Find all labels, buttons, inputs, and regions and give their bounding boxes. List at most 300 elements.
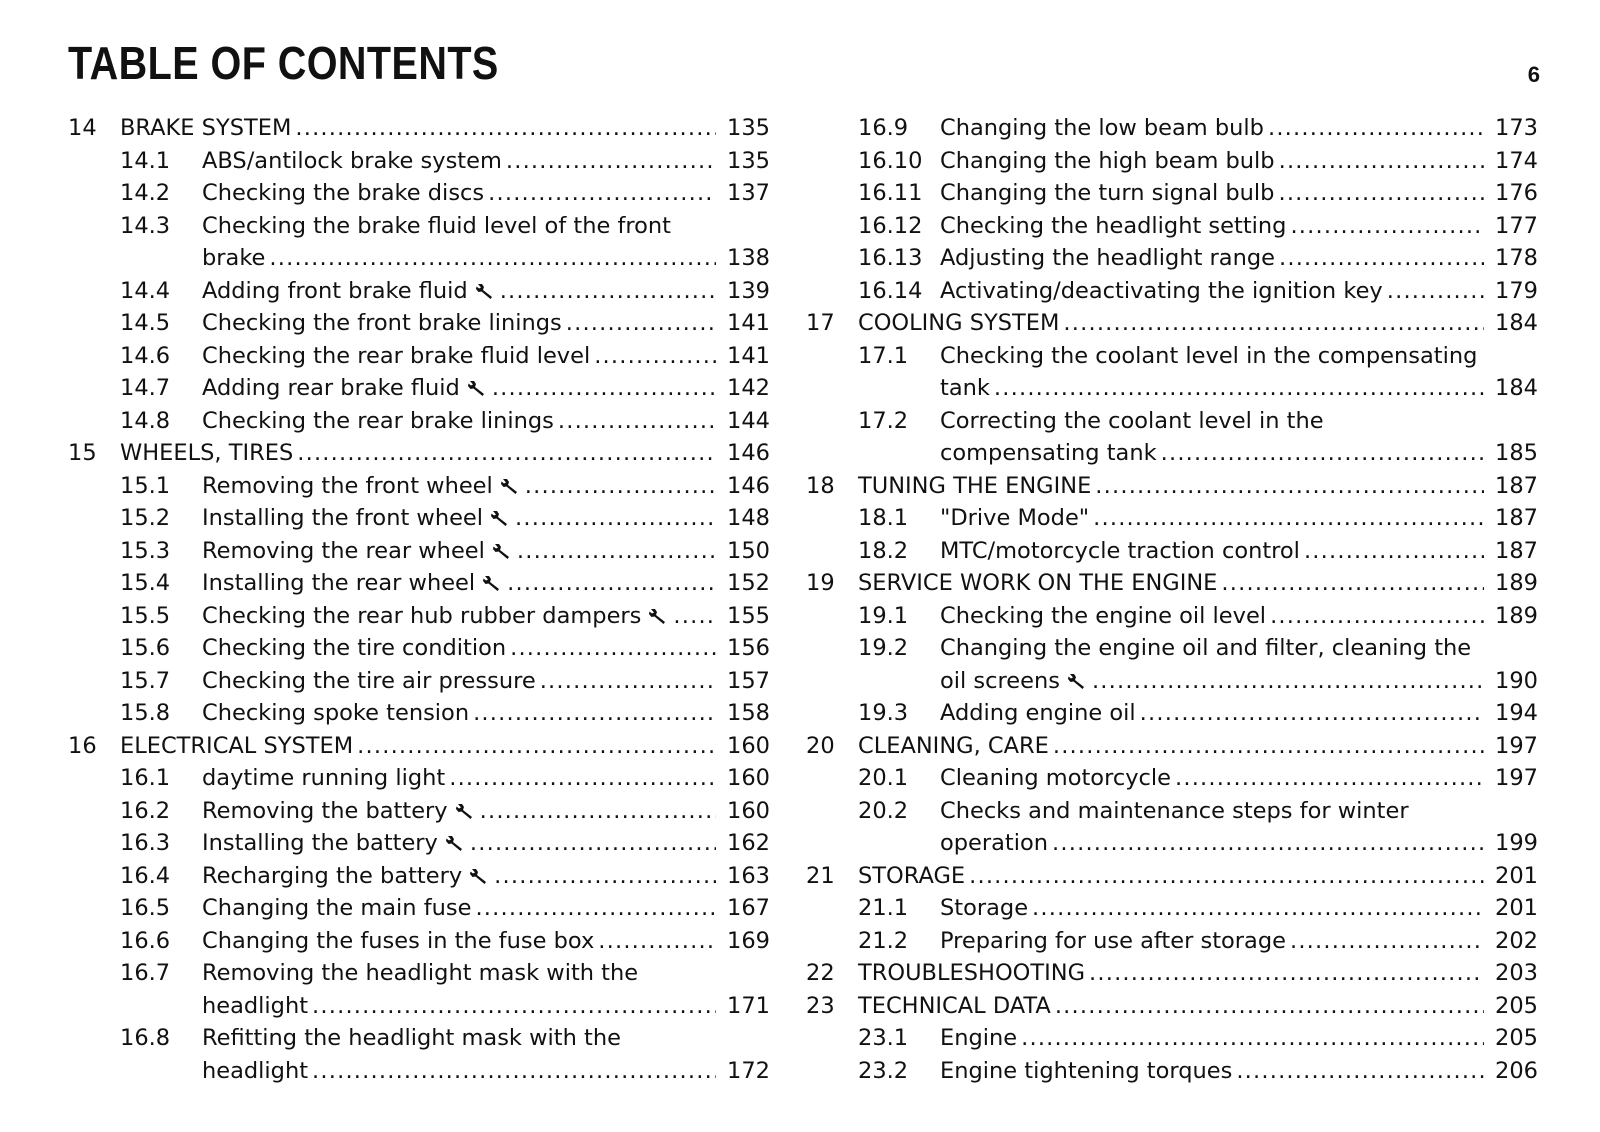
toc-entry-number: 16.4 (120, 862, 171, 889)
toc-entry (202, 1022, 770, 1087)
toc-entry (940, 145, 1538, 178)
toc-entry (940, 632, 1538, 697)
dot-leader (269, 242, 716, 275)
toc-entry-number: 16.7 (120, 960, 171, 986)
dot-leader (1092, 665, 1484, 698)
toc-section-row[interactable] (806, 1022, 1538, 1055)
toc-section-row[interactable] (806, 892, 1538, 925)
toc-entry-title: Checking the tire air pressure (202, 667, 536, 694)
toc-entry-title-line: Refitting the headlight mask with the (202, 1025, 621, 1051)
toc-section-row[interactable] (68, 372, 770, 405)
dot-leader (515, 502, 716, 535)
toc-section-row[interactable] (806, 600, 1538, 633)
toc-entry (202, 697, 770, 730)
toc-page-number: 197 (1495, 732, 1538, 759)
dot-leader (357, 730, 716, 763)
dot-leader (1089, 957, 1484, 990)
toc-entry-title: Changing the main fuse (202, 895, 472, 921)
toc-section-row[interactable] (68, 827, 770, 860)
toc-entry (202, 567, 770, 600)
toc-section-row[interactable] (68, 307, 770, 340)
toc-entry-number: 19.1 (858, 602, 909, 629)
toc-entry-number: 15.8 (120, 700, 171, 726)
toc-page-number: 173 (1495, 115, 1538, 141)
toc-section-row[interactable] (806, 177, 1538, 210)
toc-chapter-row[interactable] (806, 470, 1538, 503)
toc-chapter-row[interactable] (806, 990, 1538, 1023)
toc-entry (202, 210, 770, 275)
toc-section-row[interactable] (68, 470, 770, 503)
toc-section-row[interactable] (68, 860, 770, 893)
toc-entry-title-line: Checks and maintenance steps for winter (940, 797, 1409, 824)
toc-entry-title: Changing the low beam bulb (940, 115, 1264, 141)
toc-entry-number: 20 (806, 732, 835, 759)
toc-page-number: 146 (727, 440, 770, 466)
toc-page-number: 146 (727, 472, 770, 499)
toc-entry (202, 600, 770, 633)
toc-page-number: 156 (727, 635, 770, 661)
toc-entry-number: 16.11 (858, 180, 923, 206)
toc-section-row[interactable] (806, 210, 1538, 243)
toc-section-row[interactable] (68, 502, 770, 535)
toc-page-number: 201 (1495, 862, 1538, 889)
toc-section-row[interactable] (806, 145, 1538, 178)
toc-entry-number: 16.6 (120, 927, 171, 954)
toc-entry-title: ELECTRICAL SYSTEM (120, 732, 354, 759)
toc-section-row[interactable] (806, 925, 1538, 958)
toc-section-row[interactable] (806, 795, 1538, 860)
dot-leader (969, 860, 1484, 893)
toc-section-row[interactable] (68, 405, 770, 438)
toc-entry-number: 14.7 (120, 375, 171, 401)
toc-chapter-row[interactable] (68, 730, 770, 763)
toc-entry-number: 20.2 (858, 797, 909, 824)
toc-page-number: 178 (1495, 245, 1538, 271)
toc-section-row[interactable] (806, 762, 1538, 795)
toc-page-number: 135 (727, 115, 770, 141)
toc-entry (202, 145, 770, 178)
toc-page-number: 148 (727, 505, 770, 531)
toc-page-number: 202 (1495, 927, 1538, 954)
toc-entry (940, 112, 1538, 145)
wrench-icon (1066, 672, 1088, 690)
dot-leader (1304, 535, 1484, 568)
toc-page-number: 197 (1495, 765, 1538, 791)
toc-section-row[interactable] (806, 1055, 1538, 1088)
toc-section-row[interactable] (68, 762, 770, 795)
toc-entry-number: 16.1 (120, 765, 171, 791)
dot-leader (1052, 827, 1484, 860)
toc-entry-title: Storage (940, 895, 1029, 921)
toc-entry-title: "Drive Mode" (940, 505, 1090, 531)
toc-page-number: 152 (727, 570, 770, 596)
toc-chapter-row[interactable] (806, 957, 1538, 990)
dot-leader (566, 307, 716, 340)
toc-entry-number: 23 (806, 992, 835, 1019)
dot-leader (994, 372, 1484, 405)
toc-entry-number: 20.1 (858, 765, 909, 791)
toc-chapter-row[interactable] (806, 860, 1538, 893)
dot-leader (470, 827, 716, 860)
dot-leader (1270, 600, 1484, 633)
dot-leader (525, 470, 716, 503)
toc-entry-title: Adding front brake fluid (202, 277, 468, 304)
toc-chapter-row[interactable] (68, 437, 770, 470)
toc-entry-number: 16.9 (858, 115, 909, 141)
toc-entry (858, 990, 1538, 1023)
toc-entry (202, 502, 770, 535)
toc-entry-title: Recharging the battery (202, 862, 463, 889)
toc-entry-number: 18.2 (858, 537, 909, 564)
toc-section-row[interactable] (806, 275, 1538, 308)
toc-section-row[interactable] (68, 892, 770, 925)
toc-entry (202, 470, 770, 503)
toc-page-number: 171 (727, 992, 770, 1019)
toc-entry-number: 21.1 (858, 895, 909, 921)
toc-entry (858, 730, 1538, 763)
toc-section-row[interactable] (68, 925, 770, 958)
toc-section-row[interactable] (68, 795, 770, 828)
toc-entry (858, 567, 1538, 600)
toc-section-row[interactable] (68, 957, 770, 1022)
toc-page-number: 142 (727, 375, 770, 401)
toc-entry-number: 21.2 (858, 927, 909, 954)
toc-page-number: 141 (727, 342, 770, 369)
toc-page-number: 190 (1495, 667, 1538, 694)
dot-leader (540, 665, 716, 698)
toc-section-row[interactable] (68, 632, 770, 665)
toc-entry-title: tank (940, 375, 990, 401)
dot-leader (1095, 470, 1484, 503)
dot-leader (594, 340, 716, 373)
toc-entry (940, 925, 1538, 958)
toc-entry-title: WHEELS, TIRES (120, 440, 294, 466)
toc-entry (940, 502, 1538, 535)
toc-section-row[interactable] (806, 502, 1538, 535)
toc-entry-title: Adding engine oil (940, 700, 1136, 726)
toc-entry-number: 17 (806, 310, 835, 336)
wrench-icon (647, 607, 669, 625)
toc-entry-number: 17.1 (858, 342, 909, 369)
dot-leader (510, 632, 716, 665)
toc-entry-number: 16.8 (120, 1025, 171, 1051)
toc-column-right (806, 112, 1538, 1087)
dot-leader (1387, 275, 1484, 308)
toc-entry-title: Removing the rear wheel (202, 537, 485, 564)
toc-entry (940, 795, 1538, 860)
toc-entry-number: 16.2 (120, 797, 171, 824)
dot-leader (1093, 502, 1484, 535)
toc-entry-title: Removing the battery (202, 797, 448, 824)
dot-leader (517, 535, 716, 568)
wrench-icon (466, 379, 488, 397)
toc-entry (120, 730, 770, 763)
toc-entry-title: ABS/antilock brake system (202, 147, 502, 174)
toc-entry-number: 21 (806, 862, 835, 889)
toc-entry-title-line: Checking the brake fluid level of the front (202, 212, 671, 239)
toc-page-number: 177 (1495, 212, 1538, 239)
toc-section-row[interactable] (806, 405, 1538, 470)
toc-chapter-row[interactable] (806, 307, 1538, 340)
toc-entry-number: 18 (806, 472, 835, 499)
toc-page-number: 155 (727, 602, 770, 629)
toc-entry-number: 19.3 (858, 700, 909, 726)
dot-leader (480, 795, 716, 828)
dot-leader (475, 892, 716, 925)
toc-entry-number: 14.4 (120, 277, 171, 304)
wrench-icon (454, 802, 476, 820)
dot-leader (1175, 762, 1484, 795)
toc-page-number: 160 (727, 732, 770, 759)
toc-entry (202, 827, 770, 860)
toc-entry (858, 860, 1538, 893)
toc-entry-number: 16.13 (858, 245, 923, 271)
toc-page-number: 135 (727, 147, 770, 174)
toc-entry-title: compensating tank (940, 440, 1157, 466)
toc-entry (940, 762, 1538, 795)
toc-page-number: 174 (1495, 147, 1538, 174)
toc-entry (202, 632, 770, 665)
toc-entry-number: 14.3 (120, 212, 171, 239)
dot-leader (1278, 177, 1484, 210)
toc-page-number: 184 (1495, 310, 1538, 336)
toc-section-row[interactable] (68, 340, 770, 373)
toc-section-row[interactable] (806, 697, 1538, 730)
toc-section-row[interactable] (806, 242, 1538, 275)
wrench-icon (468, 867, 490, 885)
toc-entry-title: Checking spoke tension (202, 700, 470, 726)
toc-entry-number: 16.14 (858, 277, 923, 304)
toc-page-number: 201 (1495, 895, 1538, 921)
toc-page-number: 199 (1495, 830, 1538, 856)
toc-entry (202, 860, 770, 893)
toc-entry (940, 1022, 1538, 1055)
toc-entry-title: Checking the engine oil level (940, 602, 1267, 629)
toc-entry (940, 210, 1538, 243)
dot-leader (1268, 112, 1484, 145)
toc-entry (120, 437, 770, 470)
toc-entry-title: Checking the tire condition (202, 635, 507, 661)
toc-chapter-row[interactable] (806, 567, 1538, 600)
toc-page-number: 157 (727, 667, 770, 694)
dot-leader (1032, 892, 1484, 925)
toc-entry-title: brake (202, 245, 266, 271)
toc-entry-number: 23.1 (858, 1025, 909, 1051)
toc-entry (940, 535, 1538, 568)
toc-entry-number: 15.3 (120, 537, 171, 564)
dot-leader (1161, 437, 1484, 470)
toc-entry-number: 15.5 (120, 602, 171, 629)
toc-entry-number: 15.6 (120, 635, 171, 661)
toc-page-number: 137 (727, 180, 770, 206)
toc-entry-title-line: Removing the headlight mask with the (202, 960, 639, 986)
wrench-icon (444, 834, 466, 852)
toc-entry-title: TECHNICAL DATA (858, 992, 1051, 1019)
toc-page-number: 144 (727, 407, 770, 434)
toc-entry-title: Activating/deactivating the ignition key (940, 277, 1383, 304)
dot-leader (1236, 1055, 1484, 1088)
toc-entry-title: Checking the rear hub rubber dampers (202, 602, 642, 629)
toc-entry-title: oil screens (940, 667, 1060, 694)
toc-entry-number: 15 (68, 440, 97, 466)
dot-leader (558, 405, 716, 438)
page-title: TABLE OF CONTENTS (68, 37, 499, 89)
toc-entry (940, 1055, 1538, 1088)
toc-entry-number: 15.4 (120, 570, 171, 596)
toc-entry-number: 14.5 (120, 310, 171, 336)
page-number: 6 (1527, 62, 1540, 87)
toc-page-number: 189 (1495, 570, 1538, 596)
dot-leader (673, 600, 716, 633)
toc-page-number: 160 (727, 765, 770, 791)
toc-section-row[interactable] (68, 665, 770, 698)
toc-entry-title: TROUBLESHOOTING (858, 960, 1086, 986)
toc-page-number: 203 (1495, 960, 1538, 986)
dot-leader (295, 112, 716, 145)
toc-section-row[interactable] (68, 275, 770, 308)
toc-entry (120, 112, 770, 145)
toc-entry-number: 14.1 (120, 147, 171, 174)
toc-page-number: 187 (1495, 505, 1538, 531)
toc-entry-title: SERVICE WORK ON THE ENGINE (858, 570, 1218, 596)
toc-entry (202, 372, 770, 405)
toc-entry-title: Checking the headlight setting (940, 212, 1287, 239)
toc-section-row[interactable] (806, 632, 1538, 697)
toc-entry (202, 275, 770, 308)
dot-leader (297, 437, 716, 470)
dot-leader (1221, 567, 1484, 600)
toc-page-number: 206 (1495, 1057, 1538, 1084)
dot-leader (488, 177, 716, 210)
toc-section-row[interactable] (68, 697, 770, 730)
toc-page-number: 139 (727, 277, 770, 304)
toc-chapter-row[interactable] (806, 730, 1538, 763)
toc-entry (858, 957, 1538, 990)
toc-page-number: 187 (1495, 537, 1538, 564)
toc-entry (940, 600, 1538, 633)
toc-entry-title: COOLING SYSTEM (858, 310, 1060, 336)
toc-entry-title: Engine tightening torques (940, 1057, 1233, 1084)
toc-entry (858, 470, 1538, 503)
toc-entry-title: Removing the front wheel (202, 472, 493, 499)
dot-leader (1053, 730, 1484, 763)
toc-entry-title: Checking the rear brake fluid level (202, 342, 591, 369)
toc-page-number: 150 (727, 537, 770, 564)
dot-leader (1279, 242, 1484, 275)
toc-entry-number: 14.6 (120, 342, 171, 369)
toc-section-row[interactable] (68, 1022, 770, 1087)
toc-entry-title: Adding rear brake fluid (202, 375, 460, 401)
toc-entry (202, 925, 770, 958)
toc-entry (940, 405, 1538, 470)
toc-section-row[interactable] (68, 600, 770, 633)
toc-entry-title-line: Correcting the coolant level in the (940, 407, 1324, 434)
toc-page-number: 176 (1495, 180, 1538, 206)
toc-entry (202, 957, 770, 1022)
toc-page-number: 169 (727, 927, 770, 954)
toc-section-row[interactable] (68, 177, 770, 210)
dot-leader (1021, 1022, 1484, 1055)
toc-entry-title: Checking the brake discs (202, 180, 485, 206)
toc-entry-number: 19 (806, 570, 835, 596)
toc-entry (858, 307, 1538, 340)
dot-leader (1290, 925, 1484, 958)
toc-entry-title: daytime running light (202, 765, 446, 791)
toc-entry (202, 665, 770, 698)
toc-entry-title: Changing the turn signal bulb (940, 180, 1275, 206)
toc-page-number: 205 (1495, 992, 1538, 1019)
toc-entry-title-line: Checking the coolant level in the compensating (940, 342, 1478, 369)
toc-entry-title: Engine (940, 1025, 1018, 1051)
toc-entry-title: headlight (202, 1057, 309, 1084)
toc-entry-title: CLEANING, CARE (858, 732, 1049, 759)
wrench-icon (474, 282, 496, 300)
dot-leader (473, 697, 716, 730)
toc-section-row[interactable] (806, 340, 1538, 405)
dot-leader (598, 925, 716, 958)
toc-column-left (68, 112, 770, 1087)
toc-page-number: 141 (727, 310, 770, 336)
toc-entry-number: 16.12 (858, 212, 923, 239)
toc-chapter-row[interactable] (68, 112, 770, 145)
dot-leader (494, 860, 716, 893)
toc-entry-number: 14.2 (120, 180, 171, 206)
dot-leader (312, 990, 716, 1023)
toc-entry-number: 16.5 (120, 895, 171, 921)
toc-entry-title: STORAGE (858, 862, 966, 889)
toc-section-row[interactable] (68, 535, 770, 568)
dot-leader (506, 145, 716, 178)
dot-leader (312, 1055, 716, 1088)
toc-entry (940, 177, 1538, 210)
toc-entry-title: Checking the rear brake linings (202, 407, 554, 434)
toc-entry (940, 275, 1538, 308)
toc-section-row[interactable] (806, 112, 1538, 145)
toc-entry (202, 340, 770, 373)
toc-section-row[interactable] (806, 535, 1538, 568)
toc-entry-number: 23.2 (858, 1057, 909, 1084)
toc-page-number: 189 (1495, 602, 1538, 629)
toc-page-number: 194 (1495, 700, 1538, 726)
wrench-icon (489, 509, 511, 527)
toc-entry-number: 15.2 (120, 505, 171, 531)
toc-entry-number: 15.7 (120, 667, 171, 694)
toc-page-number: 185 (1495, 440, 1538, 466)
toc-entry (940, 242, 1538, 275)
dot-leader (1063, 307, 1484, 340)
toc-entry-title: Installing the front wheel (202, 505, 484, 531)
toc-entry-number: 16 (68, 732, 97, 759)
toc-page-number: 205 (1495, 1025, 1538, 1051)
toc-page-number: 138 (727, 245, 770, 271)
dot-leader (507, 567, 716, 600)
toc-entry-title: Installing the rear wheel (202, 570, 476, 596)
dot-leader (1055, 990, 1484, 1023)
toc-page-number: 162 (727, 830, 770, 856)
toc-page-number: 179 (1495, 277, 1538, 304)
toc-entry-title: TUNING THE ENGINE (858, 472, 1092, 499)
toc-section-row[interactable] (68, 145, 770, 178)
toc-page-number: 160 (727, 797, 770, 824)
toc-entry-title: operation (940, 830, 1049, 856)
toc-entry-number: 22 (806, 960, 835, 986)
toc-entry-title: headlight (202, 992, 309, 1019)
toc-section-row[interactable] (68, 567, 770, 600)
dot-leader (492, 372, 716, 405)
toc-entry (202, 892, 770, 925)
toc-section-row[interactable] (68, 210, 770, 275)
toc-entry (202, 177, 770, 210)
